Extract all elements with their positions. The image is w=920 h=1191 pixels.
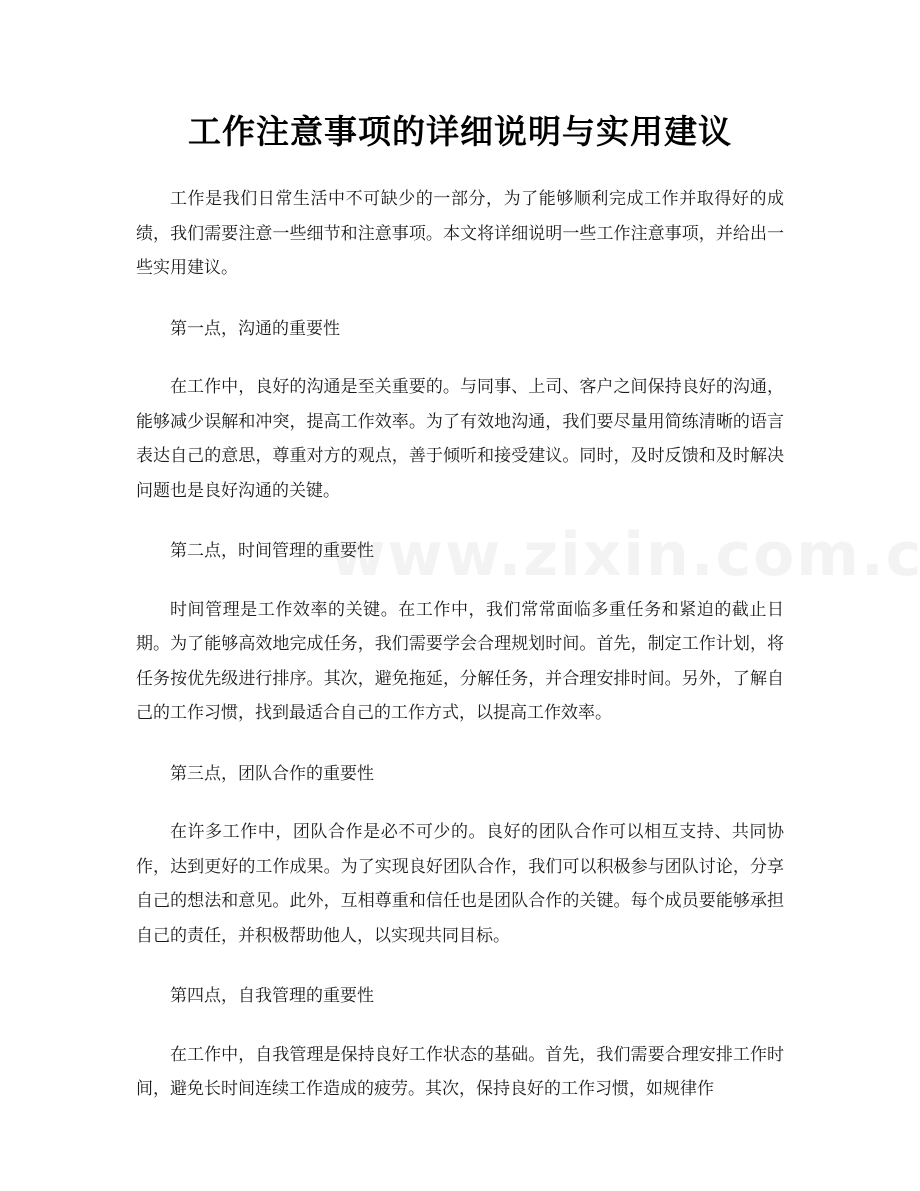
section-heading-4: 第四点，自我管理的重要性: [170, 986, 374, 1006]
section-body-2: 时间管理是工作效率的关键。在工作中，我们常常面临多重任务和紧迫的截止日期。为了能够高效地完成任务，我们需要学会合理规划时间。首先，制定工作计划，将任务按优先级进行排序。其次，避免拖延，分解任务，并合理安排时间。另外，了解自己的工作习惯，找到最适合自己的工作方式，以提高工作效率。: [136, 599, 784, 723]
page-title: 工作注意事项的详细说明与实用建议: [188, 112, 732, 151]
document-body: [136, 182, 784, 1133]
intro-paragraph: 工作是我们日常生活中不可缺少的一部分，为了能够顺利完成工作并取得好的成绩，我们需要注意一些细节和注意事项。本文将详细说明一些工作注意事项，并给出一些实用建议。: [136, 189, 784, 278]
section-heading-3: 第三点，团队合作的重要性: [170, 763, 374, 784]
section-body-4: 在工作中，自我管理是保持良好工作状态的基础。首先，我们需要合理安排工作时间，避免长时间连续工作造成的疲劳。其次，保持良好的工作习惯，如规律作: [136, 1044, 784, 1099]
section-heading-2: 第二点，时间管理的重要性: [170, 541, 374, 561]
section-body-1: 在工作中，良好的沟通是至关重要的。与同事、上司、客户之间保持良好的沟通，能够减少误解和冲突，提高工作效率。为了有效地沟通，我们要尽量用简练清晰的语言表达自己的意思，尊重对方的观点，善于倾听和接受建议。同时，及时反馈和及时解决问题也是良好沟通的关键。: [136, 377, 784, 501]
section-heading-1: 第一点，沟通的重要性: [170, 318, 340, 339]
section-body-3: 在许多工作中，团队合作是必不可少的。良好的团队合作可以相互支持、共同协作，达到更好的工作成果。为了实现良好团队合作，我们可以积极参与团队讨论，分享自己的想法和意见。此外，互相尊重和信任也是团队合作的关键。每个成员要能够承担自己的责任，并积极帮助他人，以实现共同目标。: [136, 822, 784, 946]
